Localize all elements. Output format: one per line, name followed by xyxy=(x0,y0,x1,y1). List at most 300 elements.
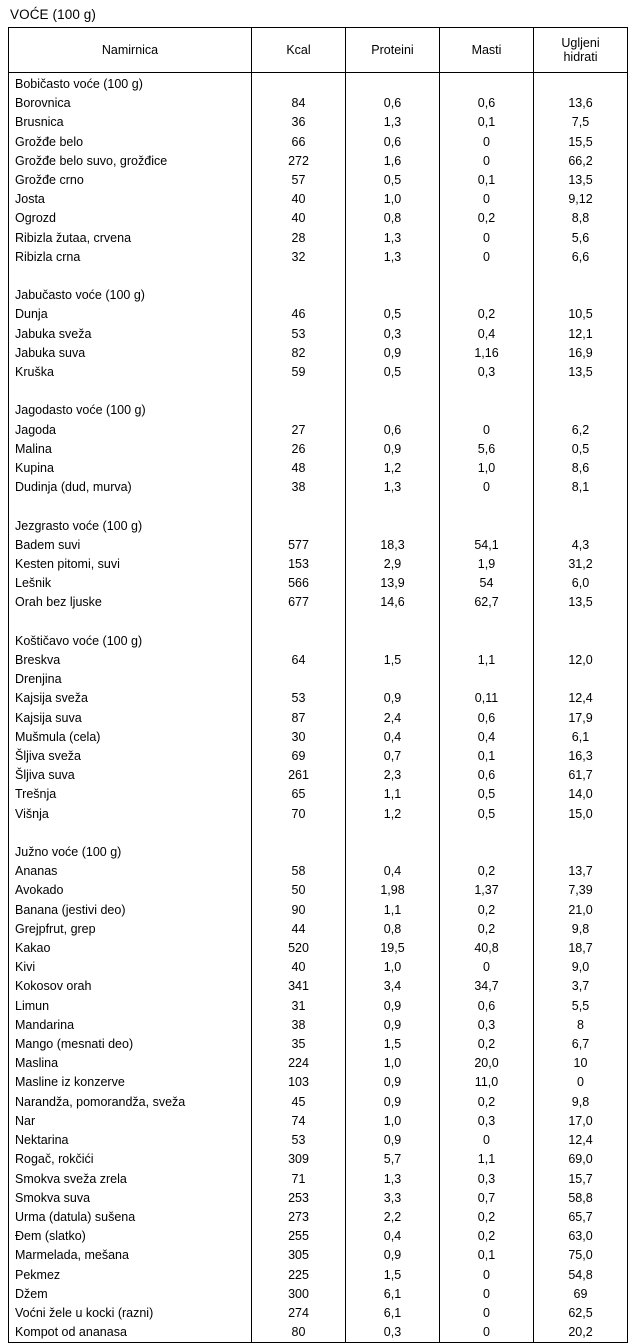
cell-namirnica: Pekmez xyxy=(9,1266,252,1285)
cell-ugljeni-hidrati: 17,9 xyxy=(534,709,628,728)
cell-masti: 0 xyxy=(440,1266,534,1285)
cell-ugljeni-hidrati: 69,0 xyxy=(534,1150,628,1169)
cell-namirnica: Badem suvi xyxy=(9,536,252,555)
cell-kcal: 27 xyxy=(252,421,346,440)
table-row xyxy=(9,229,628,248)
cell-namirnica: Smokva sveža zrela xyxy=(9,1170,252,1189)
table-row xyxy=(9,344,628,363)
cell-proteini: 1,98 xyxy=(346,881,440,900)
cell-ugljeni-hidrati xyxy=(534,517,628,536)
cell-proteini: 0,9 xyxy=(346,440,440,459)
cell-ugljeni-hidrati: 8 xyxy=(534,1016,628,1035)
cell-masti: 0,11 xyxy=(440,689,534,708)
cell-kcal: 58 xyxy=(252,862,346,881)
cell-ugljeni-hidrati: 9,0 xyxy=(534,958,628,977)
table-row xyxy=(9,766,628,785)
table-spacer-row xyxy=(9,613,628,632)
cell-masti: 0,3 xyxy=(440,363,534,382)
cell-namirnica: Kompot od ananasa xyxy=(9,1323,252,1343)
cell-kcal: 38 xyxy=(252,478,346,497)
cell-masti: 0,2 xyxy=(440,1208,534,1227)
cell-namirnica: Ribizla žutaa, crvena xyxy=(9,229,252,248)
cell-ugljeni-hidrati: 3,7 xyxy=(534,977,628,996)
cell-masti: 0,2 xyxy=(440,1035,534,1054)
cell-kcal: 577 xyxy=(252,536,346,555)
cell-namirnica: Južno voće (100 g) xyxy=(9,843,252,862)
cell-kcal: 341 xyxy=(252,977,346,996)
cell-empty xyxy=(534,382,628,401)
cell-proteini: 2,9 xyxy=(346,555,440,574)
cell-kcal: 66 xyxy=(252,133,346,152)
cell-empty xyxy=(346,497,440,516)
cell-ugljeni-hidrati: 75,0 xyxy=(534,1246,628,1265)
cell-empty xyxy=(440,267,534,286)
table-spacer-row xyxy=(9,382,628,401)
cell-namirnica: Borovnica xyxy=(9,94,252,113)
cell-masti: 40,8 xyxy=(440,939,534,958)
cell-proteini: 0,4 xyxy=(346,1227,440,1246)
cell-kcal: 35 xyxy=(252,1035,346,1054)
cell-masti: 0 xyxy=(440,1323,534,1343)
cell-proteini: 0,4 xyxy=(346,862,440,881)
table-row xyxy=(9,1323,628,1343)
cell-proteini: 1,0 xyxy=(346,1112,440,1131)
cell-namirnica: Nar xyxy=(9,1112,252,1131)
cell-ugljeni-hidrati xyxy=(534,286,628,305)
cell-proteini: 1,3 xyxy=(346,229,440,248)
column-header-kcal: Kcal xyxy=(252,28,346,73)
cell-namirnica: Nektarina xyxy=(9,1131,252,1150)
cell-ugljeni-hidrati: 13,5 xyxy=(534,171,628,190)
cell-proteini: 18,3 xyxy=(346,536,440,555)
table-spacer-row xyxy=(9,497,628,516)
cell-ugljeni-hidrati: 6,6 xyxy=(534,248,628,267)
cell-ugljeni-hidrati: 0 xyxy=(534,1073,628,1092)
cell-namirnica: Malina xyxy=(9,440,252,459)
cell-kcal: 253 xyxy=(252,1189,346,1208)
table-row xyxy=(9,1266,628,1285)
table-group-row xyxy=(9,517,628,536)
cell-proteini: 1,5 xyxy=(346,1266,440,1285)
table-row xyxy=(9,1035,628,1054)
cell-kcal xyxy=(252,73,346,95)
cell-kcal: 82 xyxy=(252,344,346,363)
cell-kcal xyxy=(252,286,346,305)
cell-namirnica: Bobičasto voće (100 g) xyxy=(9,73,252,95)
table-row xyxy=(9,785,628,804)
cell-namirnica: Limun xyxy=(9,997,252,1016)
cell-empty xyxy=(9,613,252,632)
cell-kcal: 45 xyxy=(252,1093,346,1112)
column-header-ugljeni-hidrati xyxy=(534,28,628,73)
table-header-row xyxy=(9,28,628,73)
cell-namirnica: Brusnica xyxy=(9,113,252,132)
cell-ugljeni-hidrati: 58,8 xyxy=(534,1189,628,1208)
cell-empty xyxy=(9,382,252,401)
cell-empty xyxy=(252,613,346,632)
cell-ugljeni-hidrati: 31,2 xyxy=(534,555,628,574)
cell-kcal: 31 xyxy=(252,997,346,1016)
cell-ugljeni-hidrati: 12,0 xyxy=(534,651,628,670)
cell-proteini: 5,7 xyxy=(346,1150,440,1169)
cell-kcal: 36 xyxy=(252,113,346,132)
cell-proteini: 0,9 xyxy=(346,1093,440,1112)
table-row xyxy=(9,325,628,344)
cell-namirnica: Smokva suva xyxy=(9,1189,252,1208)
table-header xyxy=(9,28,628,73)
cell-namirnica: Džem xyxy=(9,1285,252,1304)
cell-empty xyxy=(440,382,534,401)
cell-proteini: 0,9 xyxy=(346,1131,440,1150)
cell-masti: 0 xyxy=(440,190,534,209)
cell-namirnica: Mango (mesnati deo) xyxy=(9,1035,252,1054)
table-row xyxy=(9,920,628,939)
table-row xyxy=(9,1093,628,1112)
table-row xyxy=(9,190,628,209)
cell-namirnica: Banana (jestivi deo) xyxy=(9,901,252,920)
table-row xyxy=(9,1189,628,1208)
cell-proteini xyxy=(346,632,440,651)
table-row xyxy=(9,977,628,996)
cell-namirnica: Dudinja (dud, murva) xyxy=(9,478,252,497)
cell-proteini: 1,5 xyxy=(346,1035,440,1054)
cell-empty xyxy=(9,824,252,843)
cell-kcal: 677 xyxy=(252,593,346,612)
cell-proteini: 3,3 xyxy=(346,1189,440,1208)
cell-masti xyxy=(440,517,534,536)
table-row xyxy=(9,555,628,574)
cell-namirnica: Avokado xyxy=(9,881,252,900)
cell-proteini: 0,3 xyxy=(346,325,440,344)
cell-ugljeni-hidrati: 7,5 xyxy=(534,113,628,132)
cell-kcal: 26 xyxy=(252,440,346,459)
cell-ugljeni-hidrati: 12,4 xyxy=(534,1131,628,1150)
cell-ugljeni-hidrati xyxy=(534,632,628,651)
cell-ugljeni-hidrati: 12,4 xyxy=(534,689,628,708)
cell-proteini: 1,5 xyxy=(346,651,440,670)
cell-ugljeni-hidrati: 4,3 xyxy=(534,536,628,555)
cell-kcal: 224 xyxy=(252,1054,346,1073)
cell-proteini xyxy=(346,401,440,420)
table-row xyxy=(9,670,628,689)
cell-namirnica: Narandža, pomorandža, sveža xyxy=(9,1093,252,1112)
cell-masti: 0,4 xyxy=(440,325,534,344)
cell-masti: 0,5 xyxy=(440,785,534,804)
cell-proteini: 13,9 xyxy=(346,574,440,593)
cell-masti: 1,37 xyxy=(440,881,534,900)
cell-empty xyxy=(440,613,534,632)
cell-empty xyxy=(346,382,440,401)
cell-ugljeni-hidrati: 6,7 xyxy=(534,1035,628,1054)
cell-proteini: 1,6 xyxy=(346,152,440,171)
cell-proteini xyxy=(346,286,440,305)
cell-masti: 0,2 xyxy=(440,305,534,324)
cell-masti: 1,0 xyxy=(440,459,534,478)
cell-proteini: 0,9 xyxy=(346,1016,440,1035)
table-row xyxy=(9,248,628,267)
table-row xyxy=(9,94,628,113)
cell-proteini: 0,5 xyxy=(346,305,440,324)
cell-namirnica: Grožđe crno xyxy=(9,171,252,190)
cell-empty xyxy=(346,824,440,843)
cell-ugljeni-hidrati: 9,8 xyxy=(534,920,628,939)
cell-proteini: 14,6 xyxy=(346,593,440,612)
cell-masti: 1,16 xyxy=(440,344,534,363)
cell-masti: 5,6 xyxy=(440,440,534,459)
cell-kcal: 38 xyxy=(252,1016,346,1035)
cell-masti: 0,1 xyxy=(440,113,534,132)
cell-proteini: 0,4 xyxy=(346,728,440,747)
cell-empty xyxy=(534,497,628,516)
cell-kcal: 261 xyxy=(252,766,346,785)
cell-kcal: 274 xyxy=(252,1304,346,1323)
cell-kcal: 65 xyxy=(252,785,346,804)
cell-masti: 0,1 xyxy=(440,1246,534,1265)
cell-masti: 62,7 xyxy=(440,593,534,612)
cell-ugljeni-hidrati: 8,8 xyxy=(534,209,628,228)
cell-ugljeni-hidrati: 13,6 xyxy=(534,94,628,113)
table-row xyxy=(9,478,628,497)
cell-empty xyxy=(346,613,440,632)
cell-empty xyxy=(534,824,628,843)
table-row xyxy=(9,1304,628,1323)
cell-kcal: 255 xyxy=(252,1227,346,1246)
cell-kcal xyxy=(252,632,346,651)
cell-ugljeni-hidrati: 9,12 xyxy=(534,190,628,209)
cell-namirnica: Trešnja xyxy=(9,785,252,804)
cell-kcal: 32 xyxy=(252,248,346,267)
cell-kcal: 40 xyxy=(252,958,346,977)
cell-masti xyxy=(440,670,534,689)
cell-masti xyxy=(440,401,534,420)
cell-empty xyxy=(440,497,534,516)
cell-kcal: 40 xyxy=(252,209,346,228)
cell-empty xyxy=(9,497,252,516)
cell-masti: 0,2 xyxy=(440,901,534,920)
cell-ugljeni-hidrati: 20,2 xyxy=(534,1323,628,1343)
cell-namirnica: Marmelada, mešana xyxy=(9,1246,252,1265)
cell-masti: 0 xyxy=(440,421,534,440)
cell-ugljeni-hidrati: 6,1 xyxy=(534,728,628,747)
cell-namirnica: Grejpfrut, grep xyxy=(9,920,252,939)
cell-kcal: 48 xyxy=(252,459,346,478)
cell-proteini: 0,6 xyxy=(346,133,440,152)
cell-masti: 1,9 xyxy=(440,555,534,574)
table-row xyxy=(9,113,628,132)
cell-namirnica: Josta xyxy=(9,190,252,209)
cell-kcal: 71 xyxy=(252,1170,346,1189)
cell-masti xyxy=(440,73,534,95)
cell-proteini: 2,2 xyxy=(346,1208,440,1227)
cell-kcal: 69 xyxy=(252,747,346,766)
cell-ugljeni-hidrati: 0,5 xyxy=(534,440,628,459)
cell-kcal: 70 xyxy=(252,805,346,824)
cell-namirnica: Jabučasto voće (100 g) xyxy=(9,286,252,305)
cell-namirnica: Maslina xyxy=(9,1054,252,1073)
cell-namirnica: Breskva xyxy=(9,651,252,670)
cell-ugljeni-hidrati: 16,9 xyxy=(534,344,628,363)
cell-kcal xyxy=(252,401,346,420)
cell-proteini: 0,9 xyxy=(346,997,440,1016)
cell-namirnica: Višnja xyxy=(9,805,252,824)
cell-kcal: 305 xyxy=(252,1246,346,1265)
table-row xyxy=(9,363,628,382)
column-header-proteini: Proteini xyxy=(346,28,440,73)
table-row xyxy=(9,728,628,747)
cell-proteini: 1,0 xyxy=(346,190,440,209)
cell-proteini xyxy=(346,73,440,95)
cell-masti: 0,6 xyxy=(440,997,534,1016)
cell-ugljeni-hidrati xyxy=(534,73,628,95)
cell-namirnica: Kokosov orah xyxy=(9,977,252,996)
cell-namirnica: Mandarina xyxy=(9,1016,252,1035)
cell-namirnica: Drenjina xyxy=(9,670,252,689)
cell-kcal: 28 xyxy=(252,229,346,248)
cell-namirnica: Jagoda xyxy=(9,421,252,440)
cell-proteini: 0,6 xyxy=(346,94,440,113)
cell-proteini xyxy=(346,670,440,689)
cell-proteini: 1,1 xyxy=(346,901,440,920)
cell-ugljeni-hidrati: 7,39 xyxy=(534,881,628,900)
cell-masti: 0 xyxy=(440,248,534,267)
table-row xyxy=(9,1208,628,1227)
cell-kcal: 225 xyxy=(252,1266,346,1285)
cell-ugljeni-hidrati: 16,3 xyxy=(534,747,628,766)
cell-namirnica: Kivi xyxy=(9,958,252,977)
cell-namirnica: Dunja xyxy=(9,305,252,324)
cell-namirnica: Šljiva sveža xyxy=(9,747,252,766)
cell-empty xyxy=(9,267,252,286)
cell-kcal xyxy=(252,843,346,862)
table-row xyxy=(9,421,628,440)
cell-namirnica: Lešnik xyxy=(9,574,252,593)
cell-proteini: 6,1 xyxy=(346,1304,440,1323)
cell-masti: 0,6 xyxy=(440,766,534,785)
cell-masti xyxy=(440,632,534,651)
cell-namirnica: Urma (datula) sušena xyxy=(9,1208,252,1227)
cell-kcal: 273 xyxy=(252,1208,346,1227)
cell-namirnica: Kajsija sveža xyxy=(9,689,252,708)
cell-proteini: 1,2 xyxy=(346,459,440,478)
table-row xyxy=(9,881,628,900)
cell-masti xyxy=(440,286,534,305)
cell-kcal: 566 xyxy=(252,574,346,593)
cell-masti: 0 xyxy=(440,478,534,497)
cell-ugljeni-hidrati: 8,1 xyxy=(534,478,628,497)
table-row xyxy=(9,1131,628,1150)
cell-namirnica: Masline iz konzerve xyxy=(9,1073,252,1092)
table-row xyxy=(9,1227,628,1246)
table-row xyxy=(9,747,628,766)
cell-namirnica: Kesten pitomi, suvi xyxy=(9,555,252,574)
cell-masti: 0,7 xyxy=(440,1189,534,1208)
cell-ugljeni-hidrati xyxy=(534,843,628,862)
table-group-row xyxy=(9,843,628,862)
cell-namirnica: Jagodasto voće (100 g) xyxy=(9,401,252,420)
cell-masti: 0 xyxy=(440,958,534,977)
cell-proteini: 0,5 xyxy=(346,171,440,190)
table-row xyxy=(9,1285,628,1304)
table-group-row xyxy=(9,286,628,305)
cell-ugljeni-hidrati: 13,5 xyxy=(534,593,628,612)
cell-kcal: 87 xyxy=(252,709,346,728)
cell-proteini: 1,3 xyxy=(346,248,440,267)
cell-ugljeni-hidrati: 13,5 xyxy=(534,363,628,382)
table-row xyxy=(9,1016,628,1035)
cell-proteini: 19,5 xyxy=(346,939,440,958)
table-row xyxy=(9,459,628,478)
cell-masti: 0,5 xyxy=(440,805,534,824)
cell-kcal: 84 xyxy=(252,94,346,113)
cell-kcal: 30 xyxy=(252,728,346,747)
cell-proteini: 1,3 xyxy=(346,113,440,132)
cell-ugljeni-hidrati: 15,5 xyxy=(534,133,628,152)
cell-proteini: 0,9 xyxy=(346,344,440,363)
table-row xyxy=(9,209,628,228)
cell-ugljeni-hidrati: 13,7 xyxy=(534,862,628,881)
cell-kcal: 53 xyxy=(252,325,346,344)
table-row xyxy=(9,1150,628,1169)
cell-ugljeni-hidrati: 18,7 xyxy=(534,939,628,958)
cell-masti: 11,0 xyxy=(440,1073,534,1092)
cell-proteini xyxy=(346,843,440,862)
cell-proteini: 0,5 xyxy=(346,363,440,382)
cell-namirnica: Grožđe belo xyxy=(9,133,252,152)
cell-ugljeni-hidrati: 5,5 xyxy=(534,997,628,1016)
cell-proteini: 0,7 xyxy=(346,747,440,766)
table-group-row xyxy=(9,401,628,420)
cell-ugljeni-hidrati: 15,0 xyxy=(534,805,628,824)
cell-masti: 0 xyxy=(440,1304,534,1323)
cell-ugljeni-hidrati: 10,5 xyxy=(534,305,628,324)
table-row xyxy=(9,574,628,593)
cell-ugljeni-hidrati xyxy=(534,670,628,689)
cell-ugljeni-hidrati: 15,7 xyxy=(534,1170,628,1189)
cell-kcal: 103 xyxy=(252,1073,346,1092)
cell-ugljeni-hidrati: 62,5 xyxy=(534,1304,628,1323)
cell-ugljeni-hidrati: 8,6 xyxy=(534,459,628,478)
cell-kcal: 80 xyxy=(252,1323,346,1343)
table-row xyxy=(9,939,628,958)
cell-masti: 0,3 xyxy=(440,1170,534,1189)
cell-namirnica: Kajsija suva xyxy=(9,709,252,728)
table-row xyxy=(9,805,628,824)
cell-kcal: 53 xyxy=(252,1131,346,1150)
table-row xyxy=(9,997,628,1016)
table-row xyxy=(9,1170,628,1189)
cell-namirnica: Jabuka suva xyxy=(9,344,252,363)
table-row xyxy=(9,958,628,977)
cell-namirnica: Ananas xyxy=(9,862,252,881)
cell-proteini: 0,8 xyxy=(346,920,440,939)
cell-proteini: 1,0 xyxy=(346,958,440,977)
cell-ugljeni-hidrati xyxy=(534,401,628,420)
cell-ugljeni-hidrati: 5,6 xyxy=(534,229,628,248)
cell-masti: 34,7 xyxy=(440,977,534,996)
column-header-carbs-line2: hidrati xyxy=(563,50,598,64)
cell-ugljeni-hidrati: 21,0 xyxy=(534,901,628,920)
cell-masti: 0,3 xyxy=(440,1016,534,1035)
cell-proteini: 2,4 xyxy=(346,709,440,728)
cell-empty xyxy=(534,613,628,632)
table-row xyxy=(9,1112,628,1131)
cell-masti: 0,2 xyxy=(440,862,534,881)
cell-kcal: 44 xyxy=(252,920,346,939)
cell-namirnica: Ribizla crna xyxy=(9,248,252,267)
table-row xyxy=(9,133,628,152)
table-row xyxy=(9,901,628,920)
table-row xyxy=(9,440,628,459)
